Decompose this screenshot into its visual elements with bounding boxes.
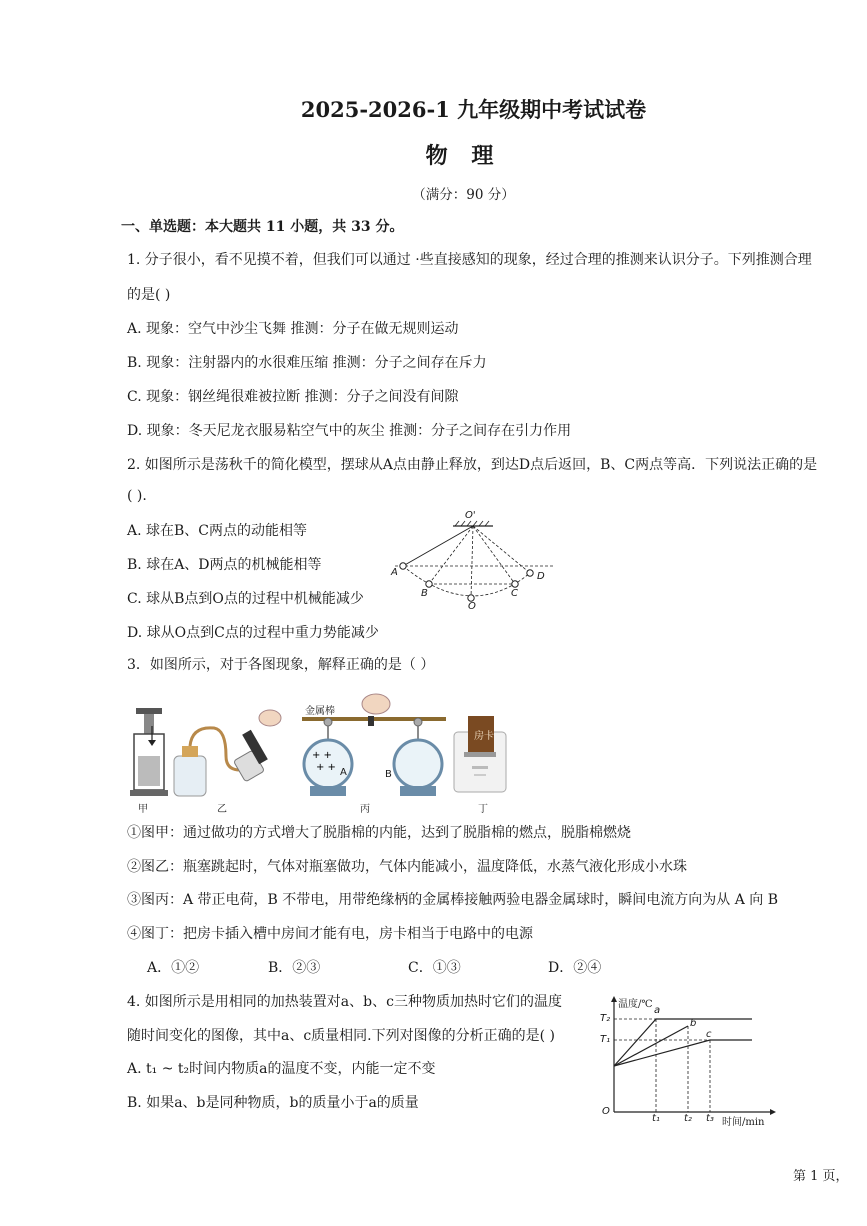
graph-curve-c: c — [706, 1029, 712, 1040]
q1-option-a: A. 现象：空气中沙尘飞舞 推测：分子在做无规则运动 — [127, 321, 459, 337]
q3-stem: 3．如图所示，对于各图现象，解释正确的是（ ） — [127, 657, 435, 673]
graph-tick-time-3: t₃ — [706, 1113, 714, 1124]
label-ding: 丁 — [478, 804, 488, 815]
label-jia: 甲 — [138, 804, 148, 815]
exam-title: 2025-2026-1 九年级期中考试试卷 — [300, 97, 647, 122]
q3-choice-d: D．②④ — [548, 960, 602, 976]
graph-tick-time-2: t₂ — [684, 1113, 692, 1124]
q4-option-a: A. t₁ ~ t₂时间内物质a的温度不变，内能一定不变 — [127, 1061, 436, 1077]
label-room-card: 房卡 — [474, 731, 494, 742]
q3-choice-b: B．②③ — [268, 960, 321, 976]
graph-curve-a: a — [654, 1005, 661, 1016]
graph-origin: O — [602, 1106, 610, 1117]
q1-option-c: C. 现象：钢丝绳很难被拉断 推测：分子之间没有间隙 — [127, 389, 459, 405]
q2-option-a: A. 球在B、C两点的动能相等 — [127, 523, 308, 539]
subject-title: 物 理 — [425, 143, 502, 169]
graph-curve-b: b — [690, 1018, 697, 1029]
q2-option-d: D. 球从O点到C点的过程中重力势能减少 — [127, 625, 379, 641]
q1-stem-line2: 的是( ) — [127, 287, 171, 303]
label-o: O — [468, 601, 476, 612]
full-score: （满分：90 分） — [412, 187, 515, 203]
section-heading: 一、单选题：本大题共 11 小题，共 33 分。 — [121, 219, 404, 235]
q4-option-b: B. 如果a、b是同种物质，b的质量小于a的质量 — [127, 1095, 419, 1111]
graph-y-label: 温度/℃ — [618, 999, 653, 1010]
q1-option-d: D. 现象：冬天尼龙衣服易粘空气中的灰尘 推测：分子之间存在引力作用 — [127, 423, 572, 439]
piston-device-illustration — [130, 708, 168, 796]
label-electroscope-a: A — [340, 767, 347, 778]
q3-choice-a: A．①② — [147, 960, 200, 976]
graph-x-label: 时间/min — [722, 1117, 765, 1128]
graph-tick-time-1: t₁ — [652, 1113, 660, 1124]
q4-stem-line2: 随时间变化的图像，其中a、c质量相同.下列对图像的分析正确的是( ) — [127, 1028, 556, 1044]
q3-statement-1: ①图甲：通过做功的方式增大了脱脂棉的内能，达到了脱脂棉的燃点，脱脂棉燃烧 — [127, 825, 631, 841]
q2-option-c: C. 球从B点到O点的过程中机械能减少 — [127, 591, 364, 607]
q3-statement-2: ②图乙：瓶塞跳起时，气体对瓶塞做功，气体内能减小，温度降低，水蒸气液化形成小水珠 — [127, 859, 687, 875]
label-bing: 丙 — [360, 804, 370, 815]
q1-stem-line1: 1. 分子很小，看不见摸不着，但我们可以通过 ·些直接感知的现象，经过合理的推测来认识分子。下列推测合理 — [127, 252, 812, 268]
pendulum-figure — [385, 512, 565, 612]
q2-option-b: B. 球在A、D两点的机械能相等 — [127, 557, 322, 573]
label-yi: 乙 — [217, 804, 227, 815]
label-metal-rod: 金属棒 — [305, 706, 335, 717]
graph-tick-t2: T₂ — [600, 1013, 611, 1024]
page-number: 第 1 页， — [793, 1169, 849, 1184]
label-d: D — [537, 571, 545, 582]
q2-stem-line2: ( ). — [127, 488, 147, 504]
label-c: C — [511, 588, 518, 599]
q2-stem-line1: 2. 如图所示是荡秋千的简化模型，摆球从A点由静止释放，到达D点后返回，B、C两点等高．下列说法正确的是 — [127, 457, 818, 473]
q3-figures — [122, 686, 522, 814]
q4-stem-line1: 4. 如图所示是用相同的加热装置对a、b、c三种物质加热时它们的温度 — [127, 994, 562, 1010]
label-a: A — [391, 567, 398, 578]
label-b: B — [421, 588, 428, 599]
svg-text:+ +: + + — [312, 750, 332, 761]
q3-choice-c: C．①③ — [408, 960, 461, 976]
label-o-prime: O' — [465, 510, 476, 521]
svg-text:+ +: + + — [316, 762, 336, 773]
graph-tick-t1: T₁ — [600, 1034, 611, 1045]
q3-statement-4: ④图丁：把房卡插入槽中房间才能有电，房卡相当于电路中的电源 — [127, 926, 533, 942]
q3-statement-3: ③图丙：A 带正电荷，B 不带电，用带绝缘柄的金属棒接触两验电器金属球时，瞬间电流方向为从 A 向 B — [127, 892, 779, 908]
q1-option-b: B. 现象：注射器内的水很难压缩 推测：分子之间存在斥力 — [127, 355, 487, 371]
label-electroscope-b: B — [385, 769, 392, 780]
temperature-time-graph — [598, 992, 778, 1126]
